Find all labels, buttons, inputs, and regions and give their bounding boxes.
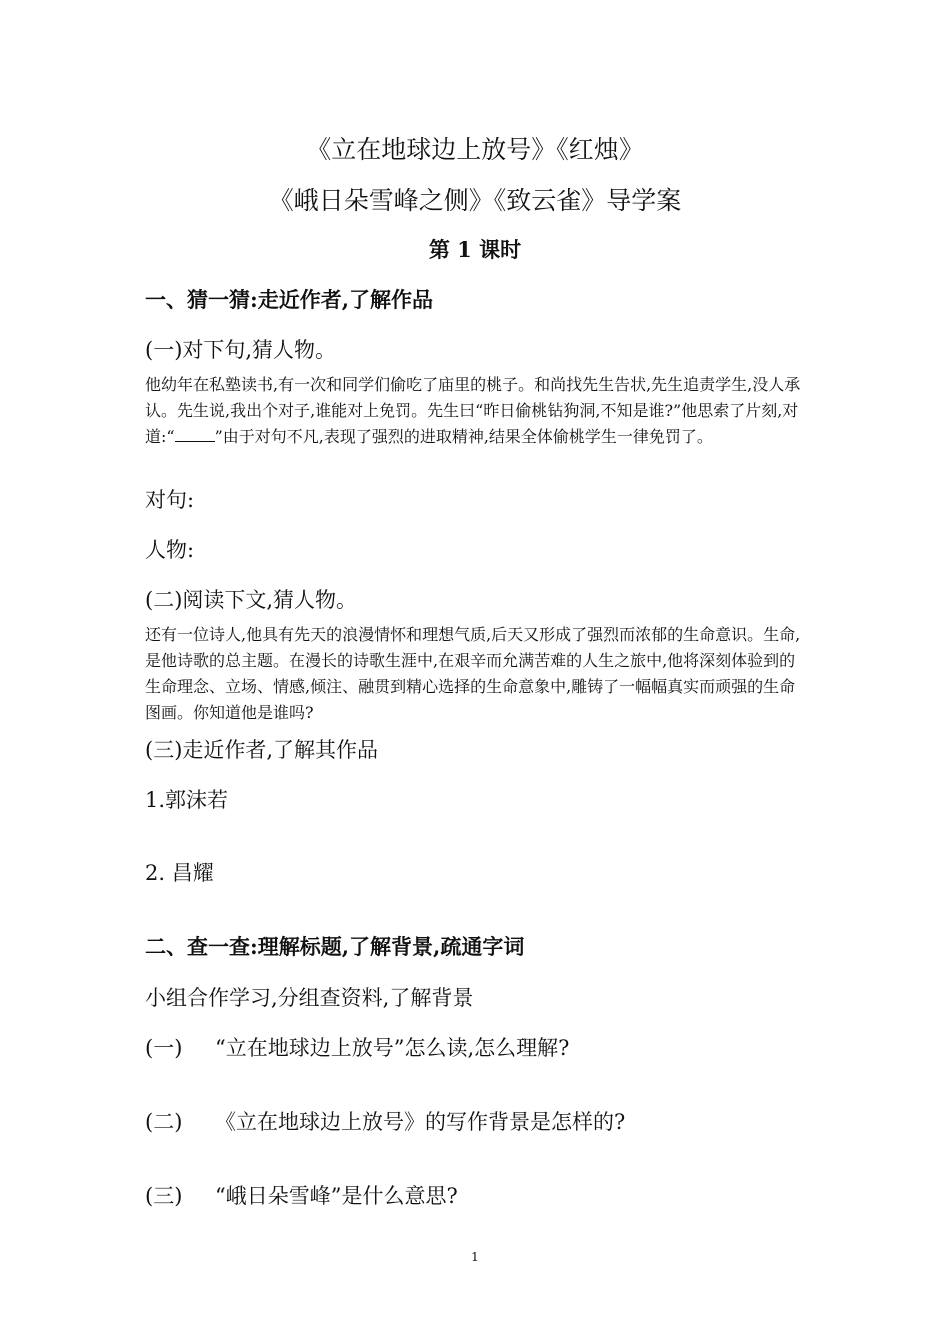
author-item-1: 1.郭沫若	[145, 788, 229, 812]
section-2-intro: 小组合作学习,分组查资料,了解背景	[145, 986, 474, 1010]
lesson-label: 第 1 课时	[428, 237, 522, 262]
question-text: 《立在地球边上放号》的写作背景是怎样的?	[215, 1110, 626, 1134]
couplet-label: 对句:	[145, 488, 195, 512]
passage-text-after: ”由于对句不凡,表现了强烈的进取精神,结果全体偷桃学生一律免罚了。	[214, 427, 713, 446]
question-number: (三)	[145, 1184, 183, 1208]
fill-blank	[175, 427, 215, 442]
part-2-heading: (二)阅读下文,猜人物。	[145, 588, 358, 612]
section-2-heading: 二、查一查:理解标题,了解背景,疏通字词	[145, 934, 525, 959]
part-2-passage: 还有一位诗人,他具有先天的浪漫情怀和理想气质,后天又形成了强烈而浓郁的生命意识。生命,是他诗歌的总主题。在漫长的诗歌生涯中,在艰辛而允满苦难的人生之旅中,他将深刻体验到的生命理念、立场、情感,倾注、融贯到精心选择的生命意象中,雕铸了一幅幅真实而顽强的生命图画。你知道他是谁吗?	[145, 625, 801, 722]
question-text: “峨日朵雪峰”是什么意思?	[215, 1184, 458, 1208]
part-3-heading: (三)走近作者,了解其作品	[145, 738, 379, 762]
question-3	[145, 1180, 458, 1210]
part-1-passage	[145, 372, 810, 450]
page-number: 1	[471, 1250, 479, 1264]
section-1-heading: 一、猜一猜:走近作者,了解作品	[145, 287, 434, 312]
question-text: “立在地球边上放号”怎么读,怎么理解?	[215, 1036, 570, 1060]
question-number: (一)	[145, 1036, 183, 1060]
title-line-2: 《峨日朵雪峰之侧》《致云雀》导学案	[268, 186, 682, 215]
question-number: (二)	[145, 1110, 183, 1134]
author-item-2: 2. 昌耀	[145, 861, 214, 885]
title-line-1: 《立在地球边上放号》《红烛》	[306, 135, 644, 164]
part-1-heading: (一)对下句,猜人物。	[145, 338, 337, 362]
person-label: 人物:	[145, 538, 195, 562]
question-1	[145, 1032, 569, 1062]
question-2	[145, 1106, 625, 1136]
passage-text-before: 他幼年在私塾读书,有一次和同学们偷吃了庙里的桃子。和尚找先生告状,先生追责学生,没人承认。先生说,我出个对子,谁能对上免罚。先生曰“昨日偷桃钻狗洞,不知是谁?”他思索了片刻,对道:“	[145, 375, 801, 446]
